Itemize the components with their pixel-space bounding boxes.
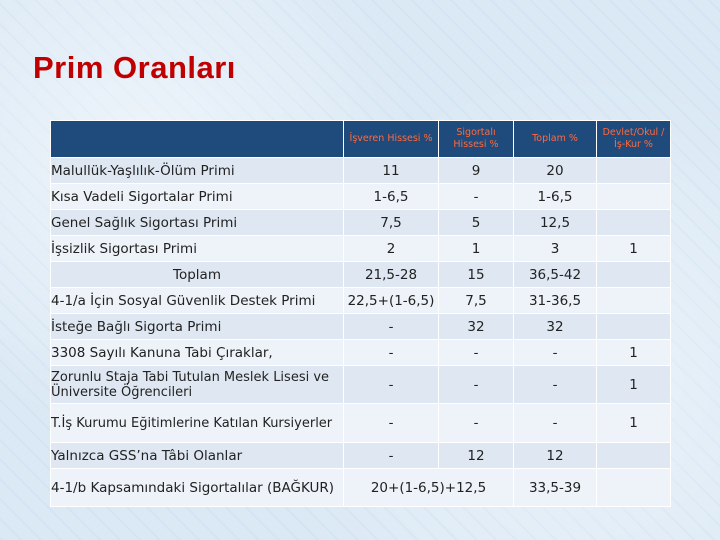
row-label: Yalnızca GSS’na Tâbi Olanlar	[51, 443, 344, 469]
employer-value: 11	[344, 158, 439, 184]
insured-value: 15	[439, 262, 514, 288]
row-label: 3308 Sayılı Kanuna Tabi Çıraklar,	[51, 340, 344, 366]
header-blank	[51, 121, 344, 158]
state-value	[597, 314, 671, 340]
insured-value: 12	[439, 443, 514, 469]
insured-value: -	[439, 366, 514, 404]
table-row	[51, 443, 671, 469]
insured-value: -	[439, 184, 514, 210]
table-row	[51, 288, 671, 314]
header-insured-share: Sigortalı Hissesi %	[439, 121, 514, 158]
employer-value: -	[344, 314, 439, 340]
header-employer-share: İşveren Hissesi %	[344, 121, 439, 158]
header-total: Toplam %	[514, 121, 597, 158]
insured-value: 32	[439, 314, 514, 340]
total-value: 33,5-39	[514, 469, 597, 507]
total-value: 31-36,5	[514, 288, 597, 314]
total-value: -	[514, 340, 597, 366]
state-value	[597, 184, 671, 210]
table-row	[51, 210, 671, 236]
state-value: 1	[597, 236, 671, 262]
employer-value: -	[344, 404, 439, 443]
table-header-row	[51, 121, 671, 158]
state-value	[597, 158, 671, 184]
state-value	[597, 210, 671, 236]
employer-value: 21,5-28	[344, 262, 439, 288]
row-label: İşsizlik Sigortası Primi	[51, 236, 344, 262]
insured-value: 9	[439, 158, 514, 184]
row-label: İsteğe Bağlı Sigorta Primi	[51, 314, 344, 340]
employer-value: 1-6,5	[344, 184, 439, 210]
premium-rates-table	[50, 120, 671, 507]
insured-value: 1	[439, 236, 514, 262]
table-row	[51, 158, 671, 184]
insured-value: -	[439, 404, 514, 443]
insured-value: -	[439, 340, 514, 366]
table-row	[51, 469, 671, 507]
insured-value: 7,5	[439, 288, 514, 314]
state-value	[597, 288, 671, 314]
state-value: 1	[597, 366, 671, 404]
total-value: -	[514, 366, 597, 404]
state-value	[597, 469, 671, 507]
row-label: T.İş Kurumu Eğitimlerine Katılan Kursiyerler	[51, 404, 344, 443]
state-value	[597, 443, 671, 469]
total-value: 3	[514, 236, 597, 262]
employer-value: 20+(1-6,5)+12,5	[344, 469, 514, 507]
table-row	[51, 404, 671, 443]
table-row	[51, 184, 671, 210]
insured-value: 5	[439, 210, 514, 236]
row-label: 4-1/a İçin Sosyal Güvenlik Destek Primi	[51, 288, 344, 314]
row-label: 4-1/b Kapsamındaki Sigortalılar (BAĞKUR)	[51, 469, 344, 507]
employer-value: -	[344, 366, 439, 404]
total-value: 12,5	[514, 210, 597, 236]
table-row	[51, 236, 671, 262]
total-value: 20	[514, 158, 597, 184]
row-label: Kısa Vadeli Sigortalar Primi	[51, 184, 344, 210]
table-row	[51, 340, 671, 366]
header-state-share: Devlet/Okul / İş-Kur %	[597, 121, 671, 158]
total-value: 32	[514, 314, 597, 340]
total-value: 36,5-42	[514, 262, 597, 288]
table-row-total	[51, 262, 671, 288]
row-label: Toplam	[51, 262, 344, 288]
total-value: 1-6,5	[514, 184, 597, 210]
employer-value: 2	[344, 236, 439, 262]
table-row	[51, 366, 671, 404]
state-value	[597, 262, 671, 288]
row-label: Malullük-Yaşlılık-Ölüm Primi	[51, 158, 344, 184]
employer-value: -	[344, 340, 439, 366]
page-title: Prim Oranları	[33, 50, 236, 85]
employer-value: 22,5+(1-6,5)	[344, 288, 439, 314]
total-value: 12	[514, 443, 597, 469]
state-value: 1	[597, 340, 671, 366]
employer-value: 7,5	[344, 210, 439, 236]
employer-value: -	[344, 443, 439, 469]
row-label: Zorunlu Staja Tabi Tutulan Meslek Lisesi ve Üniversite Öğrencileri	[51, 366, 344, 404]
table-row	[51, 314, 671, 340]
row-label: Genel Sağlık Sigortası Primi	[51, 210, 344, 236]
total-value: -	[514, 404, 597, 443]
state-value: 1	[597, 404, 671, 443]
